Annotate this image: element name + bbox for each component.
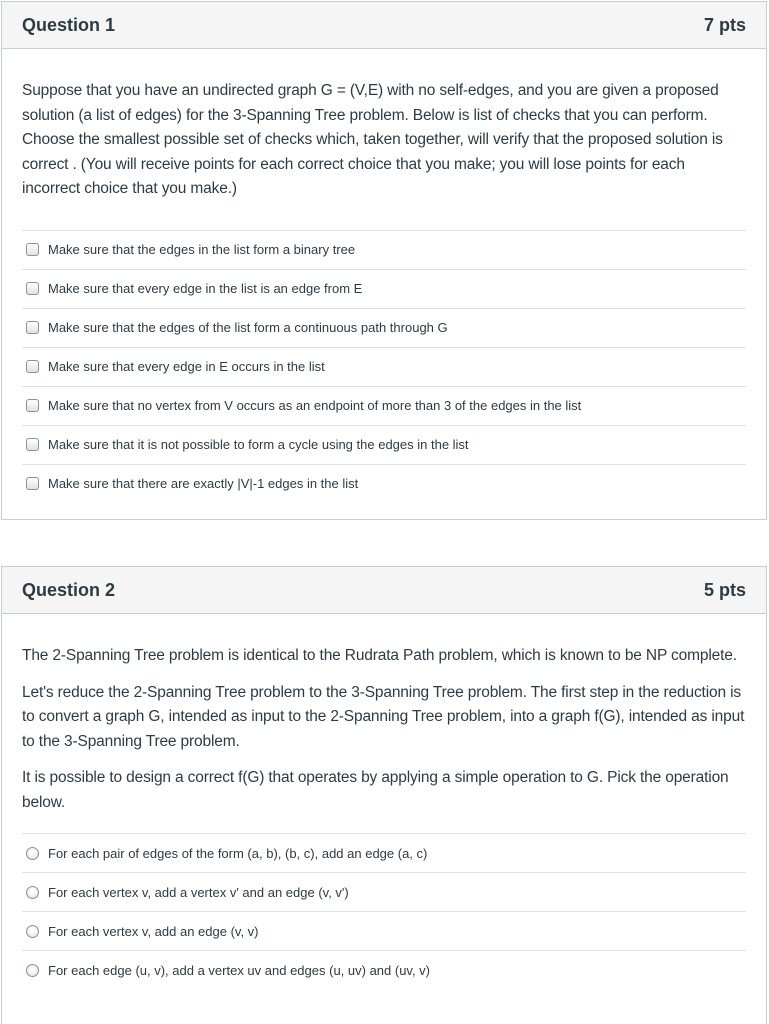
radio-button[interactable] <box>26 847 39 860</box>
question-text <box>22 79 746 202</box>
question-title: Question 2 <box>22 579 116 600</box>
answer-label[interactable]: Make sure that the edges in the list form a binary tree <box>48 242 356 257</box>
question-header <box>2 2 766 49</box>
question-header <box>2 567 766 614</box>
answer-label[interactable]: Make sure that there are exactly |V|-1 edges in the list <box>48 476 359 491</box>
answer-option[interactable] <box>22 269 746 308</box>
question-title: Question 1 <box>22 14 116 35</box>
answer-label[interactable]: Make sure that every edge in E occurs in the list <box>48 359 325 374</box>
question-body <box>2 49 766 503</box>
question-points: 7 pts <box>703 14 746 35</box>
answer-list <box>22 230 746 503</box>
checkbox[interactable] <box>26 321 39 334</box>
question-1 <box>1 1 767 520</box>
answer-option[interactable] <box>22 386 746 425</box>
answer-option[interactable] <box>22 872 746 911</box>
checkbox[interactable] <box>26 360 39 373</box>
answer-option[interactable] <box>22 950 746 989</box>
question-2 <box>1 566 767 1024</box>
answer-option[interactable] <box>22 347 746 386</box>
question-paragraph: Let's reduce the 2-Spanning Tree problem to the 3-Spanning Tree problem. The first step in the reduction is to convert a graph G, intended as input to the 2-Spanning Tree problem, into a graph f(G), intended as input to the 3-Spanning Tree problem. <box>22 683 745 750</box>
answer-label[interactable]: Make sure that the edges of the list form a continuous path through G <box>48 320 448 335</box>
question-paragraph: It is possible to design a correct f(G) that operates by applying a simple operation to G. Pick the operation below. <box>22 769 729 811</box>
answer-list <box>22 833 746 989</box>
answer-label[interactable]: For each edge (u, v), add a vertex uv and edges (u, uv) and (uv, v) <box>48 962 431 978</box>
answer-label[interactable]: For each pair of edges of the form (a, b), (b, c), add an edge (a, c) <box>48 845 428 861</box>
answer-label[interactable]: Make sure that no vertex from V occurs as an endpoint of more than 3 of the edges in the list <box>48 398 582 413</box>
checkbox[interactable] <box>26 477 39 490</box>
checkbox[interactable] <box>26 438 39 451</box>
answer-label[interactable]: For each vertex v, add a vertex v' and an edge (v, v') <box>48 884 349 900</box>
question-paragraph: The 2-Spanning Tree problem is identical to the Rudrata Path problem, which is known to be NP complete. <box>22 647 737 664</box>
answer-option[interactable] <box>22 308 746 347</box>
question-body <box>2 614 766 989</box>
radio-button[interactable] <box>26 925 39 938</box>
answer-option[interactable] <box>22 425 746 464</box>
checkbox[interactable] <box>26 282 39 295</box>
answer-option[interactable] <box>22 911 746 950</box>
answer-option[interactable] <box>22 464 746 503</box>
answer-label[interactable]: For each vertex v, add an edge (v, v) <box>48 923 259 939</box>
checkbox[interactable] <box>26 243 39 256</box>
radio-button[interactable] <box>26 964 39 977</box>
answer-label[interactable]: Make sure that it is not possible to form a cycle using the edges in the list <box>48 437 469 452</box>
answer-option[interactable] <box>22 833 746 872</box>
checkbox[interactable] <box>26 399 39 412</box>
answer-option[interactable] <box>22 230 746 269</box>
question-paragraph: Suppose that you have an undirected graph G = (V,E) with no self-edges, and you are given a proposed solution (a list of edges) for the 3-Spanning Tree problem. Below is list of checks that you can perform. Choose the smallest possible set of checks which, taken together, will verify that the proposed solution is correct . (You will receive points for each correct choice that you make; you will lose points for each incorrect choice that you make.) <box>22 82 723 197</box>
radio-button[interactable] <box>26 886 39 899</box>
question-text <box>22 644 746 815</box>
answer-label[interactable]: Make sure that every edge in the list is an edge from E <box>48 281 363 296</box>
question-points: 5 pts <box>703 579 746 600</box>
